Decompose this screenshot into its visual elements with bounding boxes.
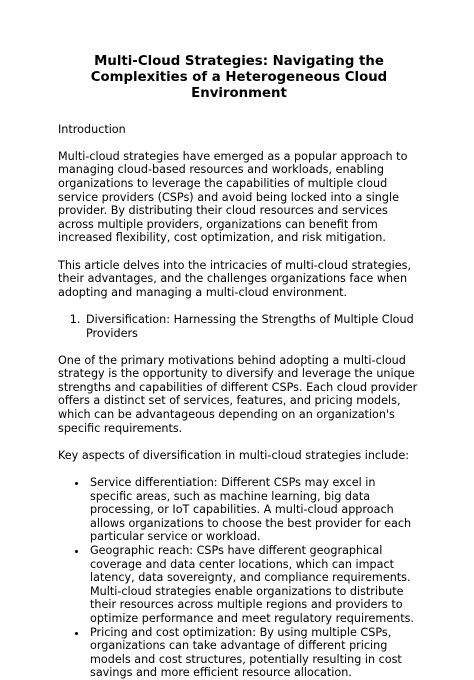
bullet-pricing-cost-optimization: • Pricing and cost optimization: By using multiple CSPs, organizations can take advantage of different pricing models and cost structures, potentially resulting in cost savings and more efficient resource allocation. <box>88 626 420 680</box>
article-overview-paragraph: This article delves into the intricacies of multi-cloud strategies, their advantages, and the challenges organizations face when adopting and managing a multi-cloud environment. <box>58 258 412 299</box>
document-content <box>58 54 420 680</box>
diversification-paragraph: One of the primary motivations behind adopting a multi-cloud strategy is the opportunity to diversify and leverage the unique strengths and capabilities of different CSPs. Each cloud provider offers a distinct set of services, features, and pricing models, which can be advantageous depending on an organization's specific requirements. <box>58 353 418 435</box>
bullet-geographic-reach: • Geographic reach: CSPs have different geographical coverage and data center locations, which can impact latency, data sovereignty, and compliance requirements. Multi-cloud strategies enable organizations to distribute their resources across multiple regions and providers to optimize performance and meet regulatory requirements. <box>88 544 420 626</box>
numbered-section-list <box>58 313 420 340</box>
numbered-item-diversification: 1. Diversification: Harnessing the Strengths of Multiple Cloud Providers <box>84 313 420 340</box>
intro-paragraph: Multi-cloud strategies have emerged as a popular approach to managing cloud-based resources and workloads, enabling organizations to leverage the capabilities of multiple cloud service providers (CSPs) and avoid being locked into a single provider. By distributing their cloud resources and services across multiple providers, organizations can benefit from increased flexibility, cost optimization, and risk mitigation. <box>58 149 408 245</box>
bullet-service-differentiation: • Service differentiation: Different CSPs may excel in specific areas, such as machine learning, big data processing, or IoT capabilities. A multi-cloud approach allows organizations to choose the best provider for each particular service or workload. <box>88 476 420 544</box>
aspects-bullet-list <box>58 476 420 680</box>
document-title: Multi-Cloud Strategies: Navigating the Complexities of a Heterogeneous Cloud Environment <box>90 54 388 102</box>
section-heading-introduction: Introduction <box>58 122 126 136</box>
aspects-intro-paragraph: Key aspects of diversification in multi-cloud strategies include: <box>58 448 410 462</box>
